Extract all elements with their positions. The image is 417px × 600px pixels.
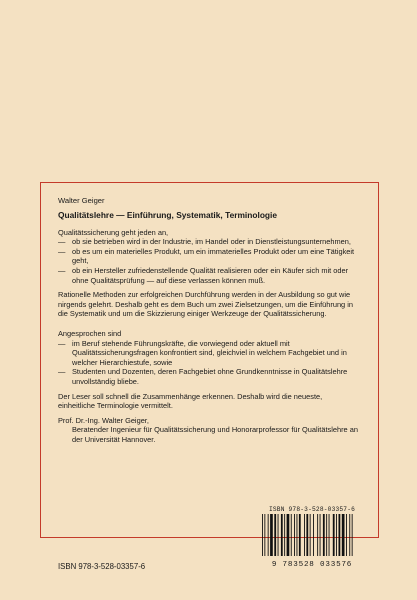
- barcode-bar: [287, 514, 290, 556]
- barcode-bar: [342, 514, 345, 556]
- methods-paragraph: Rationelle Methoden zur erfolgreichen Durchführung werden in der Ausbildung so gut wie nirgends gelehrt. Deshalb geht es dem Buch um zwei Zielsetzungen, um die Einführung in die Systematik und um die Skizzierung einiger Werkzeuge der Qualitätssicherung.: [58, 290, 353, 319]
- barcode-bar: [333, 514, 335, 556]
- barcode-bar: [297, 514, 298, 556]
- barcode: [258, 506, 366, 568]
- barcode-bar: [323, 514, 325, 556]
- back-cover-text: [58, 196, 360, 444]
- barcode-bar: [281, 514, 283, 556]
- barcode-bar: [262, 514, 263, 556]
- barcode-bar: [274, 514, 276, 556]
- barcode-bar: [310, 514, 311, 556]
- audience-intro: Angesprochen sind: [58, 328, 122, 338]
- barcode-bar: [329, 514, 330, 556]
- barcode-bar: [320, 514, 321, 556]
- list-item: — ob es um ein materielles Produkt, um ein immaterielles Produkt oder um eine Tätigkeit geht,: [58, 247, 360, 266]
- barcode-bars: [258, 514, 366, 556]
- barcode-bar: [268, 514, 269, 556]
- barcode-bar: [317, 514, 318, 556]
- list-item: — Studenten und Dozenten, deren Fachgebiet ohne Grundkenntnisse in Qualitätslehre unvollständig bliebe.: [58, 367, 360, 386]
- barcode-bar: [349, 514, 350, 556]
- barcode-bar: [326, 514, 327, 556]
- list-item: — ob sie betrieben wird in der Industrie, im Handel oder in Dienstleistungsunternehmen,: [58, 237, 360, 247]
- book-title: Qualitätslehre — Einführung, Systematik, Terminologie: [58, 209, 278, 220]
- barcode-bar: [313, 514, 314, 556]
- author-name: Walter Geiger: [58, 196, 105, 205]
- barcode-bar: [291, 514, 292, 556]
- barcode-bar: [339, 514, 341, 556]
- author-bio: Beratender Ingenieur für Qualitätssicherung und Honorarprofessor für Qualitätslehre an der Universität Hannover.: [72, 425, 358, 444]
- barcode-bar: [264, 514, 265, 556]
- list-item: — im Beruf stehende Führungskräfte, die vorwiegend oder aktuell mit Qualitätssicherungsfragen konfrontiert sind, gleichviel in welchem Fachgebiet und in welcher Hierarchiestufe, sowie: [58, 339, 360, 368]
- barcode-bar: [352, 514, 353, 556]
- barcode-bar: [304, 514, 305, 556]
- barcode-bar: [270, 514, 273, 556]
- author-full-name: Prof. Dr.-Ing. Walter Geiger,: [58, 415, 149, 425]
- audience-list: [58, 339, 360, 387]
- intro-text: Qualitätssicherung geht jeden an,: [58, 227, 169, 237]
- reader-paragraph: Der Leser soll schnell die Zusammenhänge erkennen. Deshalb wird die neueste, einheitliche Terminologie vermittelt.: [58, 391, 323, 411]
- intro-list: [58, 237, 360, 285]
- barcode-bar: [278, 514, 279, 556]
- barcode-bar: [299, 514, 301, 556]
- barcode-bar: [284, 514, 285, 556]
- barcode-digits: 9 783528 033576: [271, 561, 353, 569]
- barcode-isbn-label: ISBN 978-3-528-03357-6: [268, 506, 356, 513]
- isbn-text: ISBN 978-3-528-03357-6: [58, 562, 146, 571]
- list-item: — ob ein Hersteller zufriedenstellende Qualität realisieren oder ein Käufer sich mit oder ohne Qualitätsprüfung — auf diese verlassen können muß.: [58, 266, 360, 285]
- barcode-bar: [336, 514, 337, 556]
- barcode-bar: [346, 514, 347, 556]
- barcode-bar: [306, 514, 308, 556]
- barcode-bar: [294, 514, 295, 556]
